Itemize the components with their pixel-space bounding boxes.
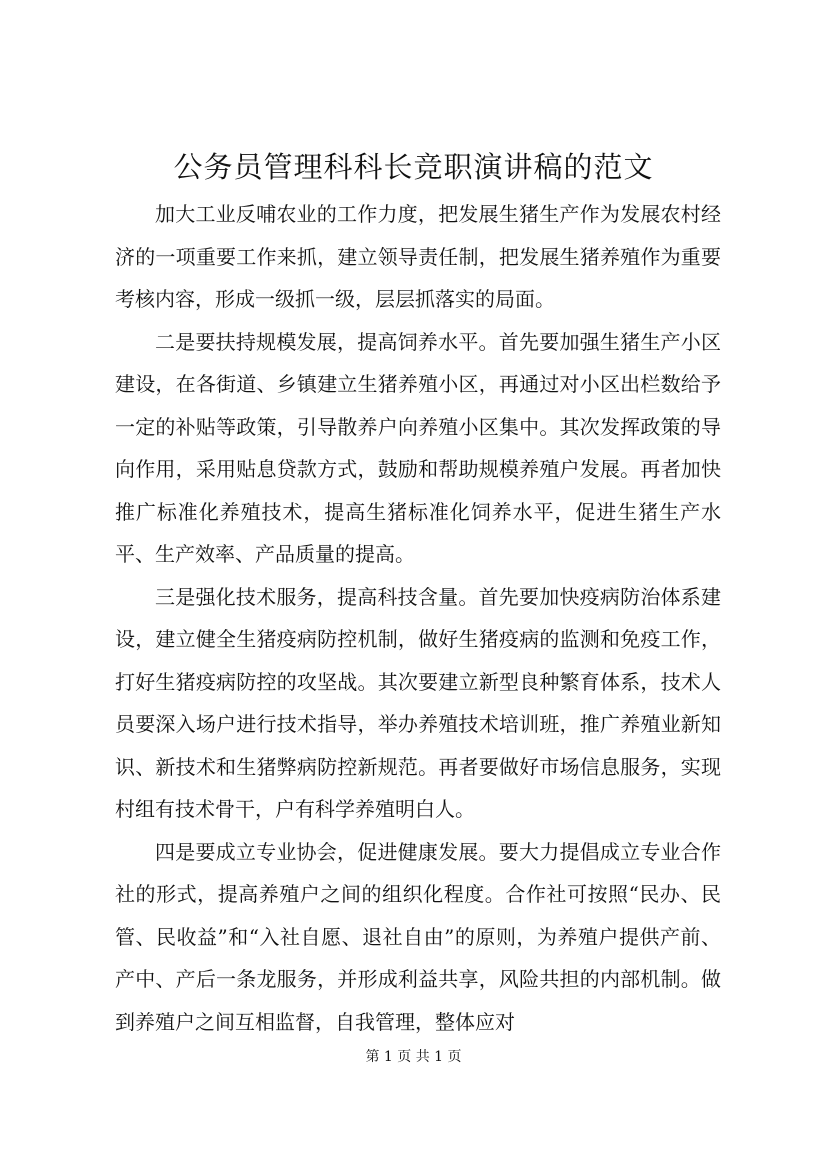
page-footer: 第 1 页 共 1 页 bbox=[365, 1049, 462, 1065]
paragraph-3: 三是强化技术服务，提高科技含量。首先要加快疫病防治体系建设，建立健全生猪疫病防控机制，做好生猪疫病的监测和免疫工作，打好生猪疫病防控的攻坚战。其次要建立新型良种繁育体系，技术人员要深入场户进行技术指导，举办养殖技术培训班，推广养殖业新知识、新技术和生猪弊病防控新规范。再者要做好市场信息服务，实现村组有技术骨干，户有科学养殖明白人。 bbox=[115, 584, 721, 821]
paragraph-2: 二是要扶持规模发展，提高饲养水平。首先要加强生猪生产小区建设，在各街道、乡镇建立生猪养殖小区，再通过对小区出栏数给予一定的补贴等政策，引导散养户向养殖小区集中。其次发挥政策的导向作用，采用贴息贷款方式，鼓励和帮助规模养殖户发展。再者加快推广标准化养殖技术，提高生猪标准化饲养水平，促进生猪生产水平、生产效率、产品质量的提高。 bbox=[115, 329, 721, 566]
document-title: 公务员管理科科长竞职演讲稿的范文 bbox=[173, 150, 654, 184]
paragraph-4: 四是要成立专业协会，促进健康发展。要大力提倡成立专业合作社的形式，提高养殖户之间的组织化程度。合作社可按照“民办、民管、民收益”和“入社自愿、退社自由”的原则，为养殖户提供产前、产中、产后一条龙服务，并形成利益共享，风险共担的内部机制。做到养殖户之间互相监督，自我管理，整体应对 bbox=[115, 839, 721, 1034]
paragraph-1: 加大工业反哺农业的工作力度，把发展生猪生产作为发展农村经济的一项重要工作来抓，建立领导责任制，把发展生猪养殖作为重要考核内容，形成一级抓一级，层层抓落实的局面。 bbox=[115, 202, 721, 311]
document-body bbox=[115, 193, 721, 1043]
